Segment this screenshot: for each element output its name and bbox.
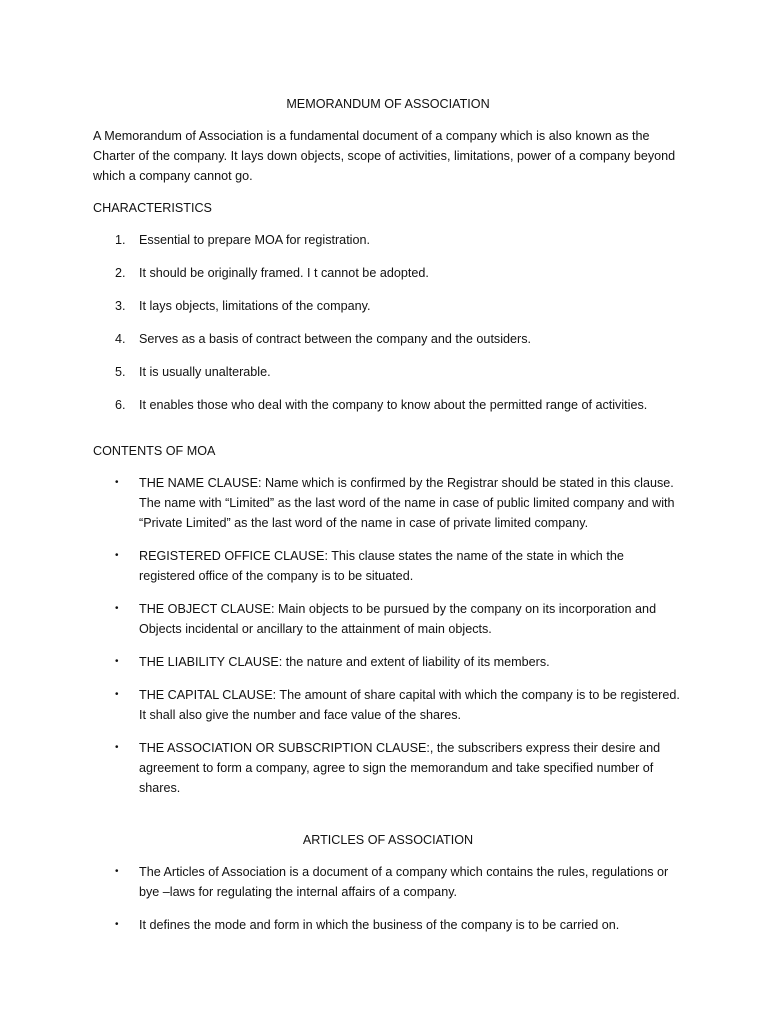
intro-paragraph: A Memorandum of Association is a fundamental document of a company which is also known as the Charter of the company. It lays down objects, scope of activities, limitations, power of a company beyond which a company cannot go. xyxy=(93,129,676,183)
document-page xyxy=(93,94,683,948)
list-item-text: It should be originally framed. I t cannot be adopted. xyxy=(139,266,429,280)
list-item-text: It is usually unalterable. xyxy=(139,365,271,379)
list-item xyxy=(93,263,683,283)
list-item-text: Essential to prepare MOA for registration. xyxy=(139,233,370,247)
list-item-text: THE NAME CLAUSE: Name which is confirmed by the Registrar should be stated in this clause. The name with “Limited” as the last word of the name in case of public limited company and with “Private Limited” as the last word of the name in case of private limited company. xyxy=(139,476,675,530)
list-item xyxy=(93,230,683,250)
bullet-icon: • xyxy=(115,603,119,614)
list-item-text: REGISTERED OFFICE CLAUSE: This clause states the name of the state in which the registered office of the company is to be situated. xyxy=(139,549,624,583)
list-number: 3. xyxy=(115,299,126,313)
list-item xyxy=(93,296,683,316)
list-item-text: THE LIABILITY CLAUSE: the nature and extent of liability of its members. xyxy=(139,655,550,669)
list-number: 1. xyxy=(115,233,126,247)
list-item-text: THE OBJECT CLAUSE: Main objects to be pursued by the company on its incorporation and Objects incidental or ancillary to the attainment of main objects. xyxy=(139,602,657,636)
articles-heading: ARTICLES OF ASSOCIATION xyxy=(302,833,474,847)
bullet-icon: • xyxy=(115,477,119,488)
list-number: 5. xyxy=(115,365,126,379)
list-item xyxy=(93,862,683,902)
list-number: 6. xyxy=(115,398,126,412)
articles-list xyxy=(93,862,683,935)
document-title: MEMORANDUM OF ASSOCIATION xyxy=(286,97,490,111)
list-item xyxy=(93,915,683,935)
list-item-text: It lays objects, limitations of the company. xyxy=(139,299,371,313)
list-item-text: The Articles of Association is a document of a company which contains the rules, regulations or bye –laws for regulating the internal affairs of a company. xyxy=(139,865,669,899)
contents-heading: CONTENTS OF MOA xyxy=(93,444,216,458)
bullet-icon: • xyxy=(115,689,119,700)
list-item xyxy=(93,738,683,798)
list-item-text: It defines the mode and form in which the business of the company is to be carried on. xyxy=(139,918,620,932)
bullet-icon: • xyxy=(115,742,119,753)
list-item xyxy=(93,599,683,639)
list-item-text: THE CAPITAL CLAUSE: The amount of share capital with which the company is to be registered. It shall also give the number and face value of the shares. xyxy=(139,688,680,722)
list-item xyxy=(93,685,683,725)
bullet-icon: • xyxy=(115,656,119,667)
list-number: 4. xyxy=(115,332,126,346)
list-item xyxy=(93,473,683,533)
bullet-icon: • xyxy=(115,866,119,877)
list-item-text: THE ASSOCIATION OR SUBSCRIPTION CLAUSE:, the subscribers express their desire and agreement to form a company, agree to sign the memorandum and take specified number of shares. xyxy=(139,741,661,795)
contents-list xyxy=(93,473,683,798)
list-item xyxy=(93,362,683,382)
characteristics-heading: CHARACTERISTICS xyxy=(93,201,212,215)
list-item xyxy=(93,546,683,586)
list-item xyxy=(93,395,683,415)
list-item xyxy=(93,329,683,349)
list-item-text: Serves as a basis of contract between the company and the outsiders. xyxy=(139,332,532,346)
bullet-icon: • xyxy=(115,919,119,930)
list-item-text: It enables those who deal with the company to know about the permitted range of activities. xyxy=(139,398,648,412)
characteristics-list xyxy=(93,230,683,415)
list-number: 2. xyxy=(115,266,126,280)
bullet-icon: • xyxy=(115,550,119,561)
list-item xyxy=(93,652,683,672)
